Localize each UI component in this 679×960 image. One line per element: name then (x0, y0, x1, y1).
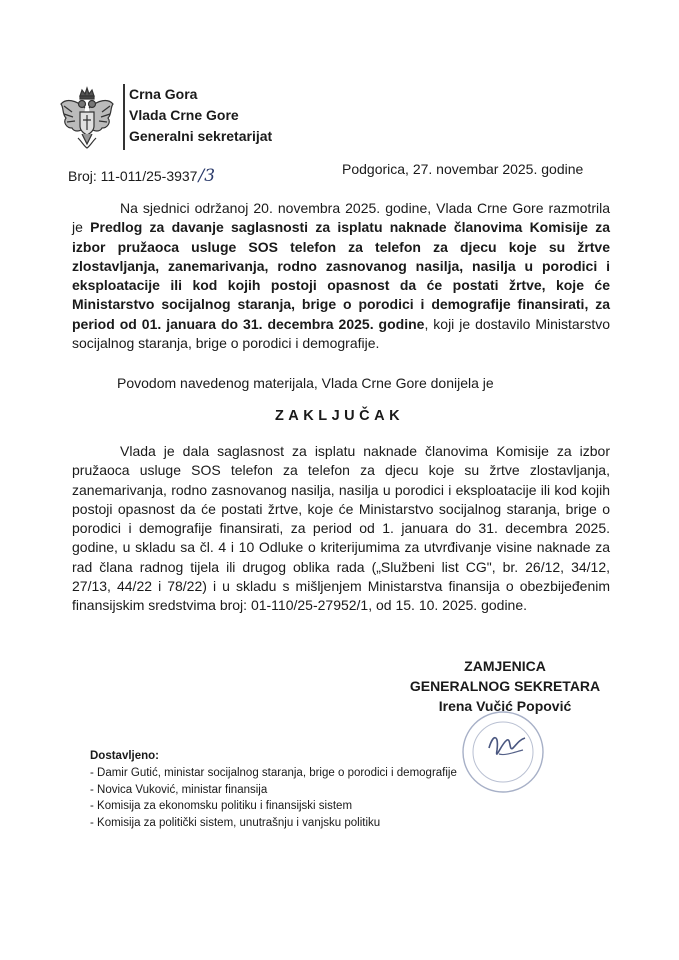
reference-number-label: Broj: 11-011/25-3937 (68, 168, 198, 184)
distribution-item: - Novica Vuković, ministar finansija (90, 783, 268, 796)
distribution-item: - Komisija za ekonomsku politiku i finansijski sistem (90, 800, 353, 813)
organization-header (129, 84, 272, 147)
distribution-item: - Damir Gutić, ministar socijalnog staranja, brige o porodici i demografije (90, 766, 457, 779)
coat-of-arms-icon (58, 86, 116, 152)
intro-text-2: , koji je dostavilo Ministarstvo socijalnog staranja, brige o porodici i demografije. (72, 315, 610, 352)
government-name: Vlada Crne Gore (129, 107, 239, 123)
conclusion-paragraph (72, 442, 610, 616)
signatory-name: Irena Vučić Popović (438, 698, 572, 714)
signature-title-1: ZAMJENICA (464, 658, 546, 674)
official-stamp-icon (455, 704, 551, 800)
intro-text-1: Na sjednici održanoj 20. novembra 2025. godine, Vlada Crne Gore razmotrila je (72, 200, 610, 236)
distribution-item: - Komisija za politički sistem, unutrašnju i vanjsku politiku (90, 817, 381, 830)
intro-paragraph (72, 199, 610, 353)
distribution-heading: Dostavljeno: (90, 750, 160, 762)
place-and-date: Podgorica, 27. novembar 2025. godine (342, 161, 584, 177)
handwritten-suffix: /3 (198, 166, 216, 186)
country-name: Crna Gora (129, 86, 198, 102)
reference-number (68, 166, 215, 186)
conclusion-title: ZAKLJUČAK (274, 408, 405, 424)
signature-title-2: GENERALNOG SEKRETARA (409, 678, 601, 694)
intro-proposal-title: Predlog za davanje saglasnosti za isplatu naknade članovima Komisije za izbor pružaoca usluge SOS telefon za telefon za djecu koje su žrtve zlostavljanja, zanemarivanja, rodno zasnovanog nasilja, nasilja u porodici i eksploatacije ili kod kojih postoji opasnost da će postati žrtve, koje će Ministarstvo socijalnog staranja, brige o porodici i demografije finansirati, za period od 01. januara do 31. decembra 2025. godine (72, 219, 610, 332)
distribution-list (90, 748, 457, 832)
department-name: Generalni sekretarijat (129, 128, 273, 144)
header-divider (123, 84, 125, 150)
conclusion-text: Vlada je dala saglasnost za isplatu naknade članovima Komisije za izbor pružaoca usluge SOS telefon za telefon za djecu koje su žrtve zlostavljanja, zanemarivanja, rodno zasnovanog nasilja, nasilja u porodici i eksploatacije ili kod kojih postoji opasnost da će postati žrtve, koje će Ministarstvo socijalnog staranja, brige o porodici i demografije finansirati, za period od 1. januara do 31. decembra 2025. godine, u skladu sa čl. 4 i 10 Odluke o kriterijumima za utvrđivanje visine naknade za rad člana radnog tijela ili drugog oblika rada („Službeni list CG", br. 26/12, 34/12, 27/13, 44/22 i 78/22) i u skladu s mišljenjem Ministarstva finansija o obezbijeđenim finansijskim sredstvima broj: 01-110/25-27952/1, od 15. 10. 2025. godine. (72, 443, 610, 614)
povodom-line: Povodom navedenog materijala, Vlada Crne Gore donijela je (117, 375, 494, 391)
